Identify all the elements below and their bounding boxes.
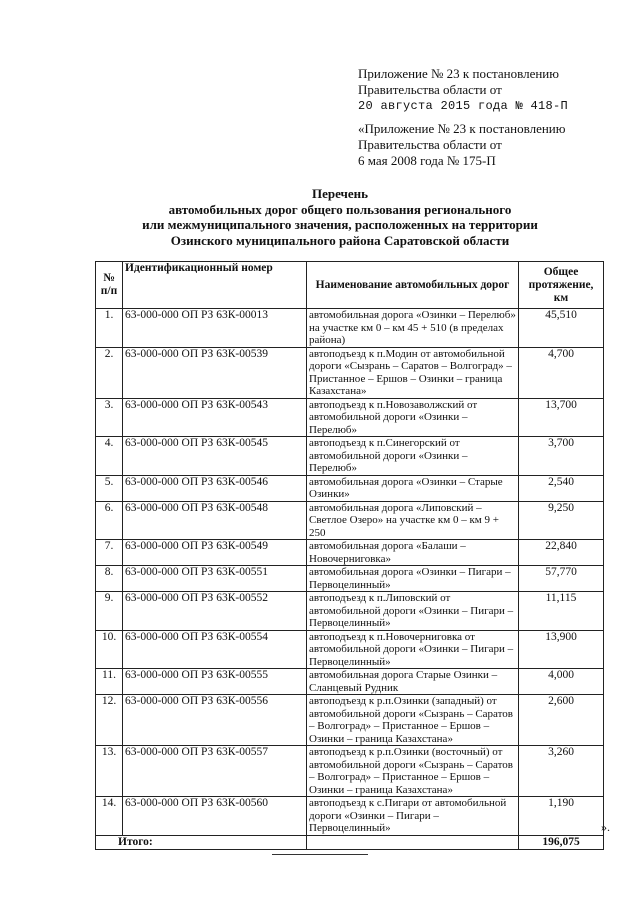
row-num: 14. xyxy=(96,797,123,836)
row-id: 63-000-000 ОП РЗ 63К-00013 xyxy=(123,309,307,348)
row-id: 63-000-000 ОП РЗ 63К-00560 xyxy=(123,797,307,836)
row-num: 8. xyxy=(96,566,123,592)
row-name: автоподъезд к с.Пигари от автомобильной дороги «Озинки – Пигари – Первоцелинный» xyxy=(307,797,519,836)
table-row xyxy=(96,309,604,348)
row-num: 4. xyxy=(96,437,123,476)
row-length: 2,600 xyxy=(519,695,604,746)
table-row xyxy=(96,566,604,592)
closing-quote: ». xyxy=(601,820,610,834)
row-id: 63-000-000 ОП РЗ 63К-00554 xyxy=(123,630,307,669)
total-label: Итого: xyxy=(96,835,307,849)
row-name: автоподъезд к п.Липовский от автомобильной дороги «Озинки – Пигари – Первоцелинный» xyxy=(307,592,519,631)
table-row xyxy=(96,347,604,398)
total-row xyxy=(96,835,604,849)
row-num: 2. xyxy=(96,347,123,398)
original-annex-line2: Правительства области от xyxy=(358,137,502,152)
row-num: 9. xyxy=(96,592,123,631)
row-id: 63-000-000 ОП РЗ 63К-00557 xyxy=(123,746,307,797)
row-id: 63-000-000 ОП РЗ 63К-00552 xyxy=(123,592,307,631)
row-length: 4,000 xyxy=(519,669,604,695)
title-line2: автомобильных дорог общего пользования регионального xyxy=(168,201,512,217)
row-name: автомобильная дорога «Озинки – Пигари – Первоцелинный» xyxy=(307,566,519,592)
annex-header-line1: Приложение № 23 к постановлению xyxy=(358,66,559,81)
row-name: автоподъезд к п.Новозаволжский от автомобильной дороги «Озинки – Перелюб» xyxy=(307,398,519,437)
original-annex-line1: «Приложение № 23 к постановлению xyxy=(358,121,566,136)
row-name: автомобильная дорога Старые Озинки – Сланцевый Рудник xyxy=(307,669,519,695)
row-id: 63-000-000 ОП РЗ 63К-00539 xyxy=(123,347,307,398)
table-row xyxy=(96,630,604,669)
annex-header xyxy=(358,66,568,114)
row-id: 63-000-000 ОП РЗ 63К-00556 xyxy=(123,695,307,746)
title-line1: Перечень xyxy=(311,186,369,201)
table-row xyxy=(96,746,604,797)
row-id: 63-000-000 ОП РЗ 63К-00551 xyxy=(123,566,307,592)
row-name: автомобильная дорога «Озинки – Перелюб» на участке км 0 – км 45 + 510 (в пределах района) xyxy=(307,309,519,348)
header-length: Общее протяжение, км xyxy=(519,262,604,309)
annex-header-date-stamp: 20 августа 2015 года № 418-П xyxy=(358,99,569,113)
row-length: 22,840 xyxy=(519,540,604,566)
original-annex-header xyxy=(358,121,565,169)
row-length: 1,190 xyxy=(519,797,604,836)
row-num: 10. xyxy=(96,630,123,669)
row-length: 11,115 xyxy=(519,592,604,631)
row-name: автоподъезд к п.Модин от автомобильной дороги «Сызрань – Саратов – Волгоград» – Пристанное – Ершов – Озинки – граница Казахстана» xyxy=(307,347,519,398)
row-name: автомобильная дорога «Озинки – Старые Озинки» xyxy=(307,475,519,501)
row-num: 11. xyxy=(96,669,123,695)
row-length: 13,900 xyxy=(519,630,604,669)
table-row xyxy=(96,695,604,746)
table-row xyxy=(96,797,604,836)
row-length: 3,700 xyxy=(519,437,604,476)
header-num: № п/п xyxy=(96,262,123,309)
row-length: 2,540 xyxy=(519,475,604,501)
table-row xyxy=(96,437,604,476)
row-length: 4,700 xyxy=(519,347,604,398)
row-length: 45,510 xyxy=(519,309,604,348)
table-row xyxy=(96,540,604,566)
row-length: 57,770 xyxy=(519,566,604,592)
total-value: 196,075 xyxy=(519,835,604,849)
row-name: автоподъезд к п.Новочерниговка от автомобильной дороги «Озинки – Пигари – Первоцелинный» xyxy=(307,630,519,669)
row-id: 63-000-000 ОП РЗ 63К-00546 xyxy=(123,475,307,501)
row-num: 5. xyxy=(96,475,123,501)
row-num: 7. xyxy=(96,540,123,566)
row-name: автомобильная дорога «Липовский – Светлое Озеро» на участке км 0 – км 9 + 250 xyxy=(307,501,519,540)
table-row xyxy=(96,669,604,695)
row-num: 1. xyxy=(96,309,123,348)
table-header-row xyxy=(96,262,604,309)
row-id: 63-000-000 ОП РЗ 63К-00555 xyxy=(123,669,307,695)
document-title xyxy=(90,186,590,248)
row-id: 63-000-000 ОП РЗ 63К-00545 xyxy=(123,437,307,476)
table-row xyxy=(96,398,604,437)
table-body xyxy=(96,309,604,836)
roads-table xyxy=(95,261,604,850)
row-name: автомобильная дорога «Балаши – Новочерниговка» xyxy=(307,540,519,566)
table-row xyxy=(96,501,604,540)
row-num: 13. xyxy=(96,746,123,797)
original-annex-line3: 6 мая 2008 года № 175-П xyxy=(358,153,496,168)
header-name: Наименование автомобильных дорог xyxy=(307,262,519,309)
row-num: 6. xyxy=(96,501,123,540)
row-num: 12. xyxy=(96,695,123,746)
separator-line xyxy=(272,854,368,855)
row-id: 63-000-000 ОП РЗ 63К-00549 xyxy=(123,540,307,566)
table-row xyxy=(96,592,604,631)
row-length: 13,700 xyxy=(519,398,604,437)
row-id: 63-000-000 ОП РЗ 63К-00543 xyxy=(123,398,307,437)
row-name: автоподъезд к р.п.Озинки (западный) от автомобильной дороги «Сызрань – Саратов – Волгоград» – Пристанное – Ершов – Озинки – граница Казахстана» xyxy=(307,695,519,746)
annex-header-line2: Правительства области от xyxy=(358,82,502,97)
table-row xyxy=(96,475,604,501)
row-length: 3,260 xyxy=(519,746,604,797)
row-name: автоподъезд к п.Синегорский от автомобильной дороги «Озинки – Перелюб» xyxy=(307,437,519,476)
row-name: автоподъезд к р.п.Озинки (восточный) от автомобильной дороги «Сызрань – Саратов – Волгоград» – Пристанное – Ершов – Озинки – граница Казахстана» xyxy=(307,746,519,797)
row-id: 63-000-000 ОП РЗ 63К-00548 xyxy=(123,501,307,540)
title-line3: или межмуниципального значения, расположенных на территории xyxy=(142,217,538,232)
row-num: 3. xyxy=(96,398,123,437)
title-line4: Озинского муниципального района Саратовской области xyxy=(170,232,510,248)
header-id: Идентификационный номер xyxy=(123,262,307,309)
total-blank-cell xyxy=(307,835,519,849)
row-length: 9,250 xyxy=(519,501,604,540)
